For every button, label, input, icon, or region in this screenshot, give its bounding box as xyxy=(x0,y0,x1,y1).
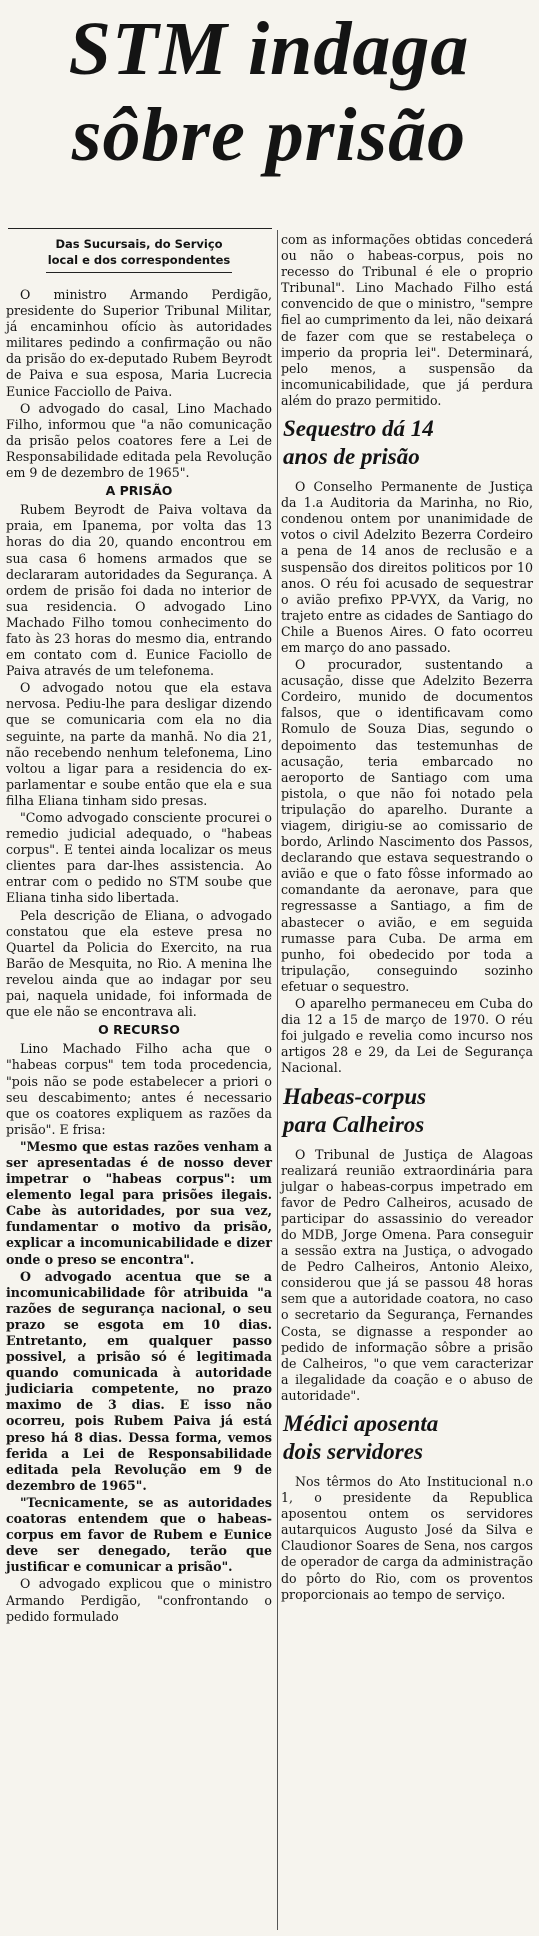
continued-article xyxy=(281,232,533,409)
headline xyxy=(8,6,530,178)
byline xyxy=(6,236,272,268)
right-column xyxy=(281,232,533,1604)
paragraph: O Conselho Permanente de Justiça da 1.a Auditoria da Marinha, no Rio, condenou ontem por unanimidade de votos o civil Adelzito Bezerra Cordeiro a pena de 14 anos de reclusão e a suspensão dos direitos politicos por 10 anos. O réu foi acusado de sequestrar o avião prefixo PP-VYX, da Varig, no trajeto entre as cidades de Santiago do Chile a Buenos Aires. O fato ocorreu em março do ano passado. xyxy=(281,479,533,655)
heading-line: Médici aposenta xyxy=(283,1411,439,1436)
heading-line: dois servidores xyxy=(283,1439,423,1464)
left-column xyxy=(6,230,272,1626)
recurso-section xyxy=(6,1041,272,1624)
paragraph: Nos têrmos do Ato Institucional n.o 1, o presidente da Republica aposentou ontem os servidores autarquicos Augusto José da Silva e Claudionor Soares de Sena, nos cargos de operador de carga da administração do pôrto do Rio, com os proventos proporcionais ao tempo de serviço. xyxy=(281,1474,533,1602)
subheading-prisao: A PRISÃO xyxy=(105,483,173,499)
paragraph: O Tribunal de Justiça de Alagoas realizará reunião extraordinária para julgar o habeas-corpus impetrado em favor de Pedro Calheiros, acusado de participar do assassinio do vereador do MDB, Jorge Omena. Para conseguir a sessão extra na Justiça, o advogado de Pedro Calheiros, Antonio Aleixo, considerou que já se passou 48 horas sem que a autoridade coatora, no caso o secretario da Segurança, Fernandes Costa, se dignasse a responder ao pedido de informação sôbre a prisão de Calheiros, "o que vem caracterizar a ilegalidade da coação e o abuso de autoridade". xyxy=(281,1146,533,1403)
subheading-recurso: O RECURSO xyxy=(98,1022,180,1038)
paragraph: "Como advogado consciente procurei o remedio judicial adequado, o "habeas corpus". E tentei ainda localizar os meus clientes para dar-lhes assistencia. Ao entrar com o pedido no STM soube que Eliana tinha sido libertada. xyxy=(6,810,272,906)
medici-heading xyxy=(281,1410,533,1466)
paragraph: O advogado do casal, Lino Machado Filho, informou que "a não comunicação da prisão pelos coatores fere a Lei de Responsabilidade editada pela Revolução em 9 de dezembro de 1965". xyxy=(6,400,272,481)
medici-article xyxy=(281,1474,533,1603)
intro-article xyxy=(6,287,272,481)
headline-line-2: sôbre prisão xyxy=(71,93,467,177)
paragraph: O advogado explicou que o ministro Armando Perdigão, "confrontando o pedido formulado xyxy=(6,1576,272,1624)
paragraph: O aparelho permaneceu em Cuba do dia 12 a 15 de março de 1970. O réu foi julgado e revelia como incurso nos artigos 28 e 29, da Lei de Segurança Nacional. xyxy=(281,996,533,1076)
bold-quote-block xyxy=(6,1139,272,1576)
heading-line: anos de prisão xyxy=(283,444,420,470)
habeas-heading xyxy=(281,1083,533,1139)
heading-line: para Calheiros xyxy=(283,1111,425,1137)
heading-line: Habeas-corpus xyxy=(283,1083,427,1109)
sequestro-heading xyxy=(281,415,533,471)
byline-line-1: Das Sucursais, do Serviço xyxy=(55,237,223,251)
paragraph: O ministro Armando Perdigão, presidente do Superior Tribunal Militar, já encaminhou ofício às autoridades militares pedindo a confirmação ou não da prisão do ex-deputado Rubem Beyrodt de Paiva e sua esposa, Maria Lucrecia Eunice Facciollo de Paiva. xyxy=(6,287,272,399)
paragraph: Pela descrição de Eliana, o advogado constatou que ela esteve presa no Quartel da Policia do Exercito, na rua Barão de Mesquita, no Rio. A menina lhe revelou ainda que ao indagar por seu pai, naquela unidade, foi informada de que ele não se encontrava ali. xyxy=(6,907,272,1020)
paragraph: Lino Machado Filho acha que o "habeas corpus" tem toda procedencia, "pois não se pode estabelecer a priori o seu descabimento; antes é necessario que os coatores expliquem as razões da prisão". E frisa: xyxy=(6,1041,272,1137)
paragraph: O procurador, sustentando a acusação, disse que Adelzito Bezerra Cordeiro, munido de documentos falsos, que o identificavam como Romulo de Souza Dias, segundo o depoimento das testemunhas de acusação, teria embarcado no aeroporto de Santiago com uma pistola, o que não foi notado pela tripulação do aparelho. Durante a viagem, dirigiu-se ao comissario de bordo, Arlindo Nascimento dos Passos, declarando que estava sequestrando o avião e que o fato fôsse informado ao comandante da aeronave, para que regressasse a Santiago, a fim de abastecer o avião, e em seguida rumasse para Cuba. De arma em punho, foi obedecido por toda a tripulação, conseguindo sozinho efetuar o sequestro. xyxy=(281,657,533,994)
paragraph: com as informações obtidas concederá ou não o habeas-corpus, pois no recesso do Tribunal é ele o proprio Tribunal". Lino Machado Filho está convencido de que o ministro, "sempre fiel ao cumprimento da lei, não deixará de fazer com que se restabeleça o imperio da propria lei". Determinará, pelo menos, a suspensão da incomunicabilidade, que já perdura além do prazo permitido. xyxy=(281,232,533,408)
habeas-article xyxy=(281,1147,533,1405)
paragraph: "Tecnicamente, se as autoridades coatoras entendem que o habeas-corpus em favor de Rubem e Eunice deve ser denegado, terão que justificar e comunicar a prisão". xyxy=(6,1494,272,1575)
paragraph: O advogado acentua que se a incomunicabilidade fôr atribuida "a razões de segurança nacional, o seu prazo se esgota em 10 dias. Entretanto, em qualquer passo possivel, a prisão só é legitimada quando comunicada à autoridade judiciaria competente, no prazo maximo de 3 dias. E isso não ocorreu, pois Rubem Paiva já está preso há 8 dias. Dessa forma, vemos ferida a Lei de Responsabilidade editada pela Revolução em 9 de dezembro de 1965". xyxy=(6,1268,272,1493)
top-rule xyxy=(8,228,272,229)
byline-rule xyxy=(46,272,232,273)
sequestro-article xyxy=(281,479,533,1076)
paragraph: O advogado notou que ela estava nervosa. Pediu-lhe para desligar dizendo que se comunicaria com ela no dia seguinte, na parte da manhã. No dia 21, não recebendo nenhum telefonema, Lino voltou a ligar para a residencia do ex-parlamentar e soube então que ela e sua filha Eliana tinham sido presas. xyxy=(6,680,272,808)
byline-line-2: local e dos correspondentes xyxy=(47,253,231,267)
prisao-section xyxy=(6,502,272,1020)
heading-line: Sequestro dá 14 xyxy=(283,416,434,442)
headline-line-1: STM indaga xyxy=(68,7,470,91)
column-divider xyxy=(277,230,278,1930)
paragraph: Rubem Beyrodt de Paiva voltava da praia, em Ipanema, por volta das 13 horas do dia 20, quando encontrou em sua casa 6 homens armados que se declararam autoridades da Segurança. A ordem de prisão foi dada no interior de sua residencia. O advogado Lino Machado Filho tomou conhecimento do fato às 23 horas do mesmo dia, entrando em contato com d. Eunice Faciollo de Paiva através de um telefonema. xyxy=(6,502,272,679)
paragraph: "Mesmo que estas razões venham a ser apresentadas é de nosso dever impetrar o "habeas corpus": um elemento legal para prisões ilegais. Cabe às autoridades, por sua vez, fundamentar o motivo da prisão, explicar a incomunicabilidade e dizer onde o preso se encontra". xyxy=(6,1138,272,1267)
